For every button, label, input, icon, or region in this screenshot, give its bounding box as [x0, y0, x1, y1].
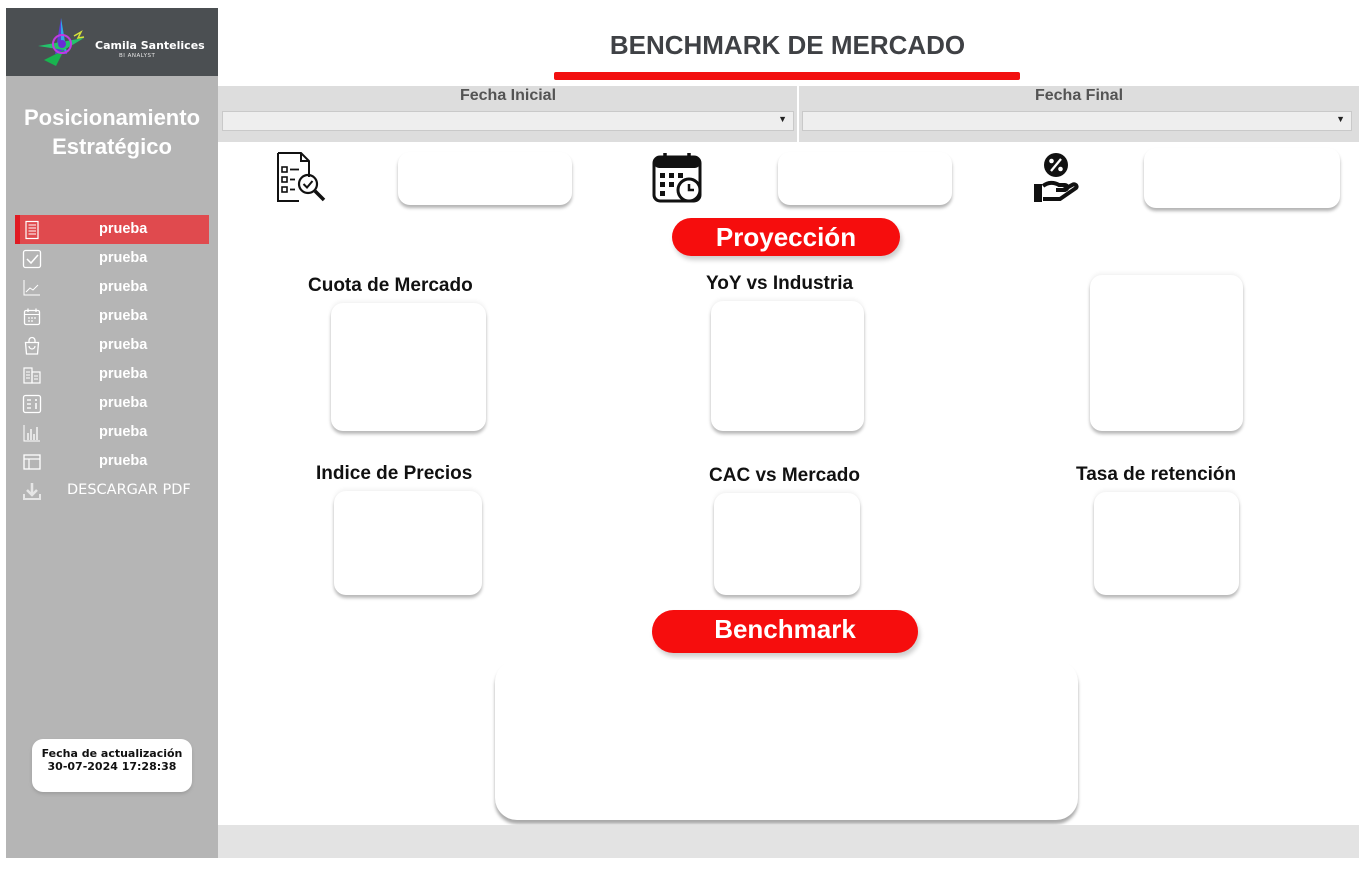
sidebar-item-7[interactable] [15, 389, 209, 418]
sidebar-item-label: prueba [99, 395, 148, 411]
calendar-clock-icon [652, 152, 704, 204]
sidebar-item-5[interactable] [15, 331, 209, 360]
kpi-card-2 [778, 152, 952, 205]
sidebar-title-line2: Estratégico [52, 134, 172, 159]
brand-logo [6, 8, 218, 76]
sidebar-item-label: prueba [99, 221, 148, 237]
sidebar-item-1[interactable] [15, 215, 209, 244]
sidebar-item-label: prueba [99, 250, 148, 266]
sidebar-title [6, 103, 218, 161]
brand-role: BI ANALYST [119, 53, 156, 59]
chevron-down-icon: ▼ [1336, 114, 1345, 124]
metric-card-retencion [1094, 492, 1239, 595]
metric-title-cuota: Cuota de Mercado [308, 275, 473, 296]
start-date-filter [218, 86, 798, 142]
update-info-card [32, 739, 192, 792]
kpi-card-1 [398, 152, 572, 205]
sidebar-item-6[interactable] [15, 360, 209, 389]
metric-card-cac [714, 493, 860, 595]
metric-title-cac: CAC vs Mercado [709, 465, 860, 486]
end-date-label: Fecha Final [1034, 87, 1124, 104]
title-underline [554, 72, 1020, 80]
shopping-bag-icon [22, 336, 42, 356]
download-icon [22, 481, 42, 501]
metric-card-yoy [711, 301, 864, 431]
metric-card-cuota [331, 303, 486, 431]
end-date-select[interactable] [802, 111, 1352, 131]
sidebar-item-9[interactable] [15, 447, 209, 476]
download-pdf-label: DESCARGAR PDF [67, 482, 191, 498]
sidebar-item-label: prueba [99, 424, 148, 440]
compass-logo-icon [34, 16, 88, 70]
bar-chart-icon [22, 423, 42, 443]
building-icon [22, 365, 42, 385]
sidebar-title-line1: Posicionamiento [23, 105, 201, 130]
sidebar-item-label: prueba [99, 308, 148, 324]
sidebar-item-8[interactable] [15, 418, 209, 447]
section-projection-label: Proyección [715, 222, 857, 252]
end-date-filter [799, 86, 1359, 142]
start-date-label: Fecha Inicial [459, 87, 557, 104]
sidebar-nav [15, 215, 209, 505]
metric-title-precios: Indice de Precios [316, 463, 473, 484]
metric-title-yoy: YoY vs Industria [706, 273, 854, 294]
download-pdf-button[interactable] [15, 476, 209, 505]
brand-name: Camila Santelices [95, 39, 205, 52]
metric-card-precios [334, 491, 482, 595]
chevron-down-icon: ▼ [778, 114, 787, 124]
section-projection [672, 218, 900, 256]
table-icon [22, 452, 42, 472]
sidebar-item-2[interactable] [15, 244, 209, 273]
kpi-card-3 [1144, 148, 1340, 208]
sidebar-item-label: prueba [99, 366, 148, 382]
checkbox-icon [22, 249, 42, 269]
start-date-select[interactable] [222, 111, 794, 131]
page-title: BENCHMARK DE MERCADO [609, 30, 966, 60]
update-label: Fecha de actualización [41, 747, 183, 760]
sidebar [6, 8, 218, 858]
sidebar-item-label: prueba [99, 337, 148, 353]
report-magnifier-icon [275, 151, 327, 203]
calendar-icon [22, 307, 42, 327]
filter-bar [218, 86, 1359, 142]
sidebar-item-3[interactable] [15, 273, 209, 302]
sidebar-item-label: prueba [99, 453, 148, 469]
hand-discount-icon [1032, 152, 1080, 204]
sidebar-item-4[interactable] [15, 302, 209, 331]
footer-bar [218, 825, 1359, 858]
info-list-icon [22, 394, 42, 414]
sidebar-item-label: prueba [99, 279, 148, 295]
metric-title-retencion: Tasa de retención [1076, 464, 1237, 485]
line-chart-icon [22, 278, 42, 298]
update-timestamp: 30-07-2024 17:28:38 [47, 760, 177, 773]
benchmark-card [495, 660, 1078, 820]
list-doc-icon [22, 220, 42, 240]
metric-card-nps [1090, 275, 1243, 431]
section-benchmark [652, 610, 918, 653]
section-benchmark-label: Benchmark [714, 614, 856, 644]
